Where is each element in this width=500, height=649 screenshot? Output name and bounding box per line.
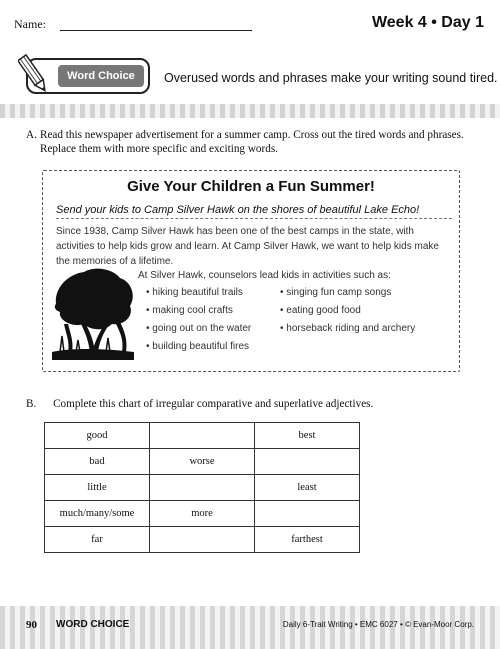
table-cell-blank[interactable] [150, 423, 255, 449]
adjectives-chart [44, 422, 360, 553]
section-a-instructions: Read this newspaper advertisement for a summer camp. Cross out the tired words and phrases. Replace them with more specific and exciting words. [40, 129, 464, 155]
table-cell: bad [45, 449, 150, 475]
ad-activities-intro: At Silver Hawk, counselors lead kids in activities such as: [138, 270, 391, 281]
table-row [45, 527, 360, 553]
table-cell: worse [150, 449, 255, 475]
tree-silhouette-icon [50, 264, 136, 360]
table-row [45, 449, 360, 475]
section-b [26, 398, 373, 410]
section-b-letter: B. [26, 398, 37, 410]
section-a-letter: A. [26, 129, 37, 141]
table-cell: far [45, 527, 150, 553]
footer-credit: Daily 6-Trait Writing • EMC 6027 • © Evan-Moor Corp. [282, 620, 474, 629]
table-cell: good [45, 423, 150, 449]
list-item: • making cool crafts [146, 302, 251, 320]
week-day-title: Week 4 • Day 1 [371, 14, 484, 31]
page-number: 90 [26, 619, 37, 631]
list-item: • eating good food [280, 302, 415, 320]
ad-divider [56, 218, 452, 219]
table-cell: least [255, 475, 360, 501]
list-item: • building beautiful fires [146, 338, 251, 356]
ad-title: Give Your Children a Fun Summer! [127, 178, 375, 195]
table-cell-blank[interactable] [255, 501, 360, 527]
table-cell: best [255, 423, 360, 449]
pencil-icon [18, 52, 50, 98]
table-cell-blank[interactable] [150, 475, 255, 501]
top-stripe-divider [0, 104, 500, 118]
table-cell-blank[interactable] [150, 527, 255, 553]
name-line[interactable] [60, 30, 252, 31]
table-cell: little [45, 475, 150, 501]
footer-section-name: WORD CHOICE [56, 619, 130, 630]
list-item: • horseback riding and archery [280, 320, 415, 338]
word-choice-tip: Overused words and phrases make your writing sound tired. [164, 71, 498, 85]
list-item: • going out on the water [146, 320, 251, 338]
ad-paragraph: Since 1938, Camp Silver Hawk has been one of the best camps in the state, with activities to help kids grow and learn. At Camp Silver Hawk, we want to help kids make the memories of a lifetime. [56, 226, 439, 267]
word-choice-badge-label: Word Choice [58, 65, 144, 87]
table-cell: much/many/some [45, 501, 150, 527]
list-item: • hiking beautiful trails [146, 284, 251, 302]
section-b-instructions: Complete this chart of irregular comparative and superlative adjectives. [53, 398, 374, 410]
ad-subtitle: Send your kids to Camp Silver Hawk on the shores of beautiful Lake Echo! [56, 204, 420, 216]
table-cell: more [150, 501, 255, 527]
table-row [45, 423, 360, 449]
table-cell-blank[interactable] [255, 449, 360, 475]
name-label: Name: [14, 17, 46, 31]
table-row [45, 475, 360, 501]
list-item: • singing fun camp songs [280, 284, 415, 302]
section-a [26, 128, 466, 156]
ad-activities-list-left [146, 284, 251, 356]
table-row [45, 501, 360, 527]
table-cell: farthest [255, 527, 360, 553]
ad-activities-list-right [280, 284, 415, 338]
